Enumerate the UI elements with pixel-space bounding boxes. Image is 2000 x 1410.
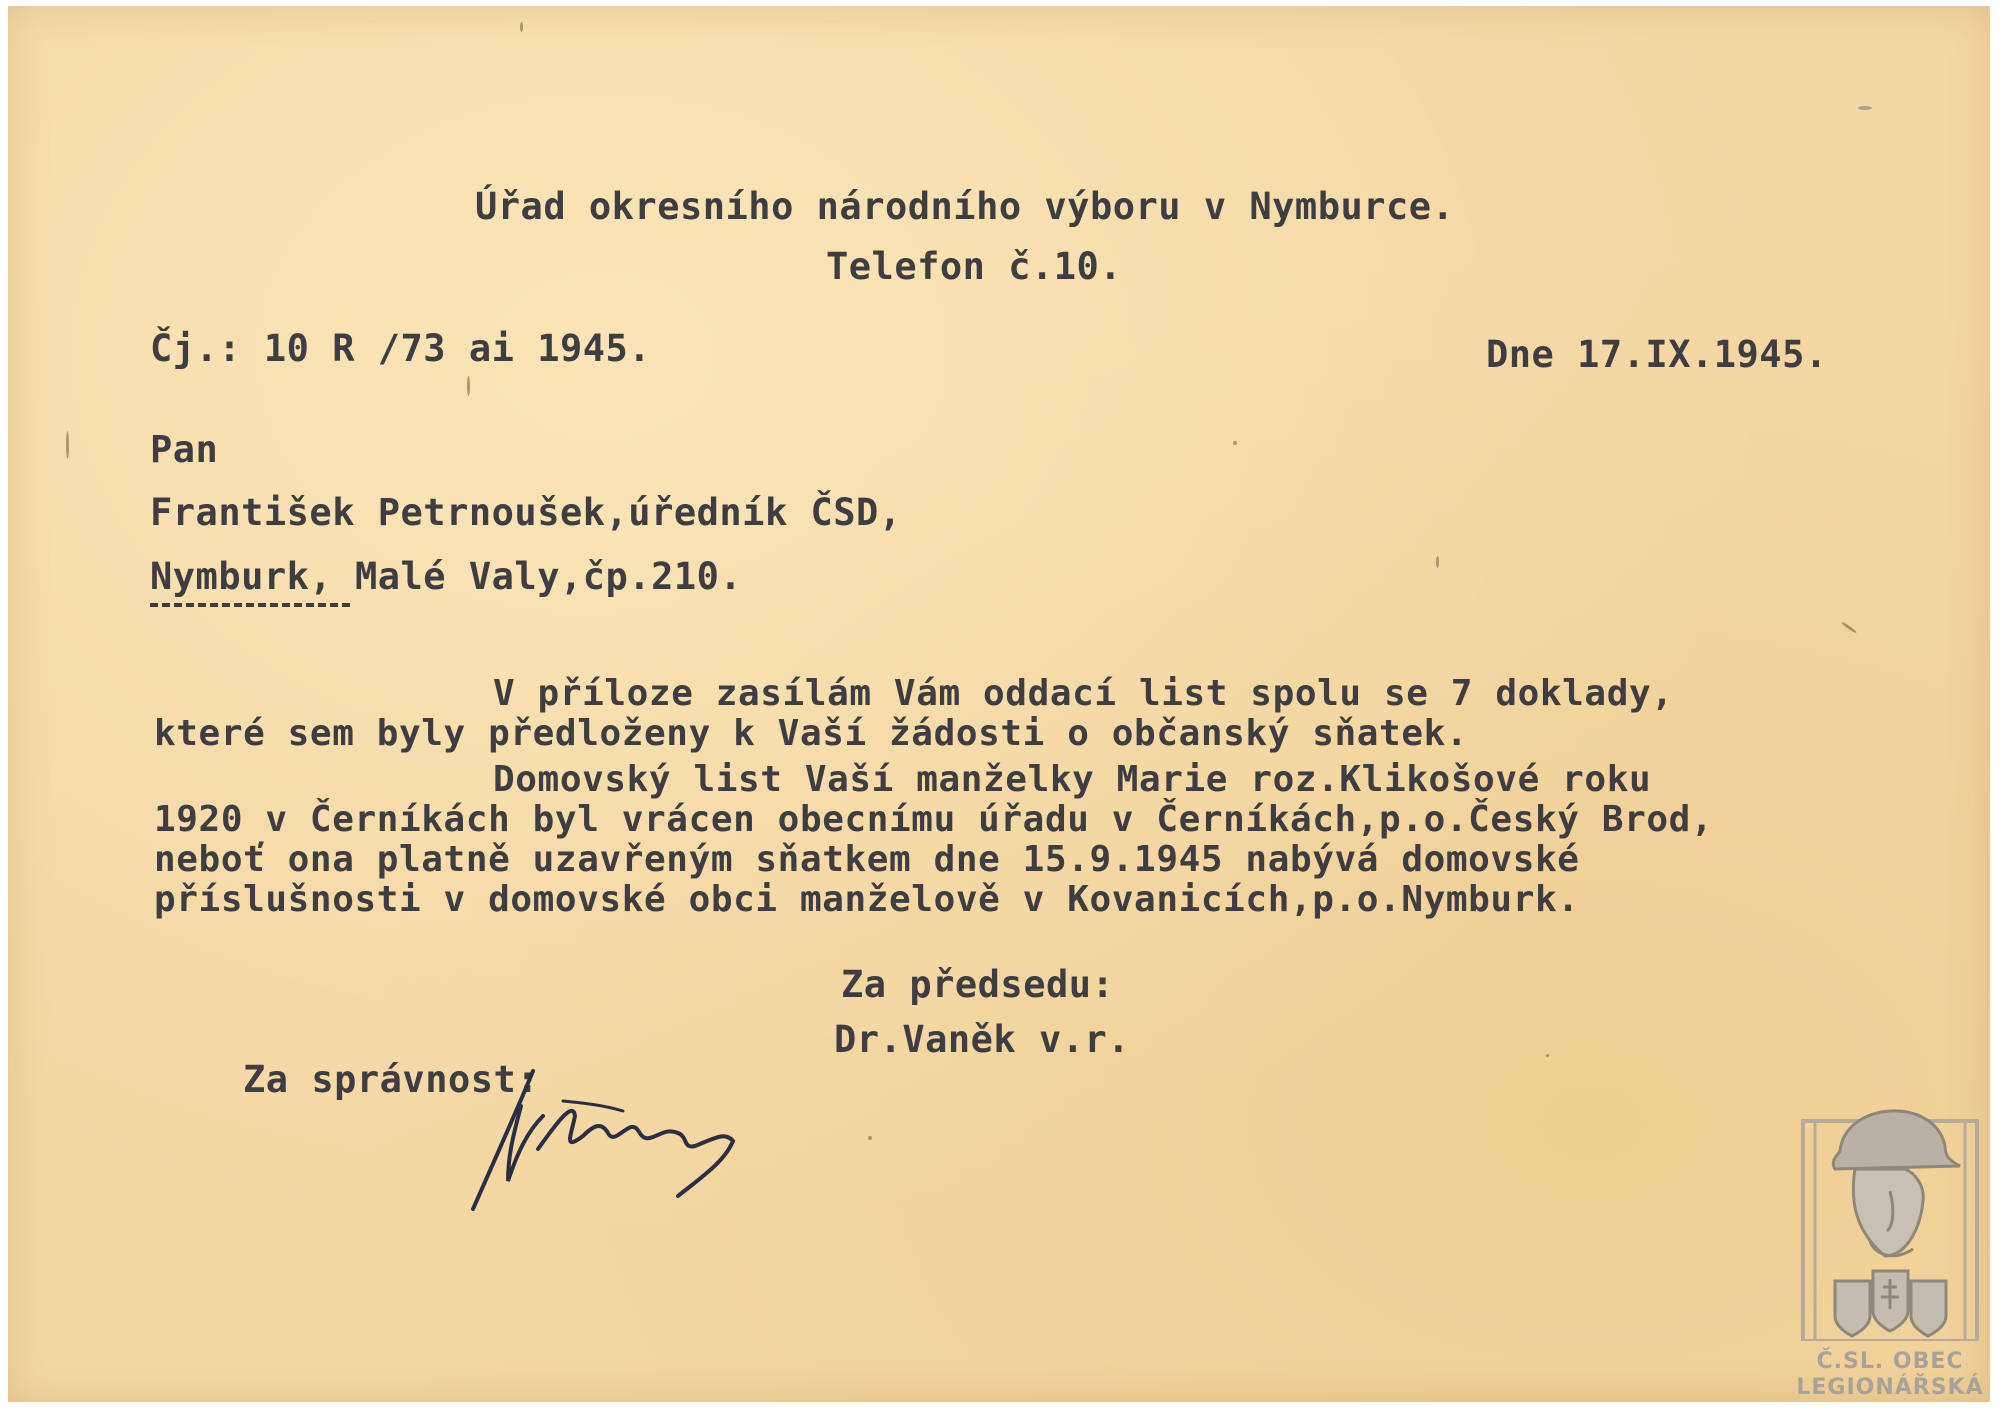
document-page [8, 6, 1990, 1402]
address-underline [150, 603, 350, 607]
telephone-line: Telefon č.10. [826, 245, 1123, 288]
paper-speck [467, 376, 470, 396]
reference-number: Čj.: 10 R /73 ai 1945. [150, 327, 652, 370]
body-line: Domovský list Vaší manželky Marie roz.Klikošové roku [493, 759, 1652, 800]
document-date: Dne 17.IX.1945. [1486, 333, 1828, 376]
paper-speck [868, 1136, 872, 1140]
legionnaire-emblem-icon [1795, 1081, 1985, 1341]
salutation: Pan [150, 428, 219, 471]
signed-by: Dr.Vaněk v.r. [834, 1018, 1131, 1061]
legion-logo [1795, 1081, 1985, 1401]
body-line: 1920 v Černíkách byl vrácen obecnímu úřadu v Černíkách,p.o.Český Brod, [154, 799, 1714, 840]
certification-label: Za správnost: [243, 1058, 540, 1101]
recipient-name: František Petrnoušek,úředník ČSD, [150, 491, 902, 534]
paper-speck [520, 22, 523, 32]
office-title: Úřad okresního národního výboru v Nymburce. [475, 185, 1455, 228]
paper-speck [1858, 106, 1872, 110]
for-chair-label: Za předsedu: [841, 963, 1115, 1006]
paper-speck [1233, 441, 1237, 445]
body-line: neboť ona platně uzavřeným sňatkem dne 15.9.1945 nabývá domovské [154, 839, 1580, 880]
body-line: V příloze zasílám Vám oddací list spolu se 7 doklady, [493, 673, 1674, 714]
handwritten-signature [463, 1061, 753, 1221]
logo-text-line1: Č.SL. OBEC [1816, 1349, 1964, 1374]
logo-text-line2: LEGIONÁŘSKÁ [1796, 1375, 1984, 1400]
recipient-address: Nymburk, Malé Valy,čp.210. [150, 555, 743, 598]
paper-speck [66, 431, 69, 459]
paper-speck [1841, 621, 1857, 634]
body-line: které sem byly předloženy k Vaší žádosti o občanský sňatek. [154, 713, 1469, 754]
paper-speck [1436, 556, 1439, 568]
paper-speck [1546, 1054, 1549, 1057]
body-line: příslušnosti v domovské obci manželově v Kovanicích,p.o.Nymburk. [154, 879, 1580, 920]
